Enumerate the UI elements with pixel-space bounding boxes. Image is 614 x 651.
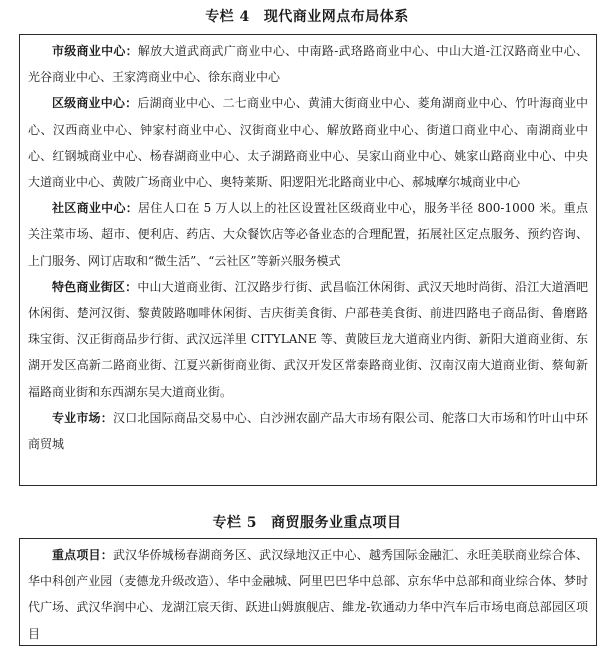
box5-title	[0, 512, 614, 532]
section-text: 武汉华侨城杨春湖商务区、武汉绿地汉正中心、越秀国际金融汇、永旺美联商业综合体、华中科创产业园（麦德龙升级改造）、华中金融城、阿里巴巴华中总部、京东华中总部和商业综合体、梦时代广场、武汉华润中心、龙湖江宸天街、跃进山姆旗舰店、維龙-钦通动力华中汽车后市场电商总部园区项目	[28, 548, 588, 641]
box4-title	[0, 6, 614, 26]
section-label: 社区商业中心：	[52, 201, 139, 216]
section-text: 中山大道商业街、江汉路步行街、武昌临江休闲街、武汉天地时尚街、沿江大道酒吧休闲街、楚河汉街、黎黄陂路咖啡休闲街、吉庆街美食街、户部巷美食街、前进四路电子商品街、鲁磨路珠宝街、汉正街商品步行街、武汉远洋里 CITYLANE 等、黄陂巨龙大道商业内街、新阳大道商业街、东湖开发区高新二路商业街、江夏兴新街商业街、武汉开发区常泰路商业街、汉南汉南大道商业街、蔡甸新福路商业街和东西湖东吴大道商业街。	[28, 279, 588, 399]
box5-title-text: 商贸服务业重点项目	[271, 515, 402, 531]
specialized-markets	[28, 405, 588, 457]
section-text: 后湖商业中心、二七商业中心、黄浦大街商业中心、菱角湖商业中心、竹叶海商业中心、汉西商业中心、钟家村商业中心、汉街商业中心、解放路商业中心、街道口商业中心、南湖商业中心、红钢城商业中心、杨春湖商业中心、太子湖路商业中心、吴家山商业中心、姚家山路商业中心、中央大道商业中心、黄陂广场商业中心、奥特莱斯、阳逻阳光北路商业中心、郝城摩尔城商业中心	[28, 96, 588, 190]
section-text: 解放大道武商武广商业中心、中南路-武珞路商业中心、中山大道-江汉路商业中心、光谷商业中心、王家湾商业中心、徐东商业中心	[28, 44, 588, 85]
key-projects	[28, 542, 588, 647]
section-text: 居住人口在 5 万人以上的社区设置社区级商业中心，服务半径 800-1000 米。重点关注菜市场、超市、便利店、药店、大众餐饮店等必备业态的合理配置，拓展社区定点服务、预约咨询、上门服务、网订店取和“微生活”、“云社区”等新兴服务模式	[28, 201, 588, 268]
box5-panel	[19, 538, 597, 646]
box5-title-number: 专栏 5	[212, 515, 258, 531]
section-label: 重点项目：	[52, 548, 113, 562]
city-level-centers	[28, 38, 588, 90]
section-label: 特色商业街区：	[52, 279, 138, 294]
community-centers	[28, 195, 588, 274]
box4-title-text: 现代商业网点布局体系	[263, 9, 409, 25]
featured-streets	[28, 274, 588, 405]
section-label: 区级商业中心：	[52, 96, 138, 111]
box4-panel	[19, 34, 597, 486]
section-label: 专业市场：	[52, 410, 113, 425]
box4-title-number: 专栏 4	[205, 9, 250, 25]
section-text: 汉口北国际商品交易中心、白沙洲农副产品大市场有限公司、舵落口大市场和竹叶山中环商贸城	[28, 410, 588, 452]
section-label: 市级商业中心：	[52, 44, 138, 58]
district-level-centers	[28, 90, 588, 195]
